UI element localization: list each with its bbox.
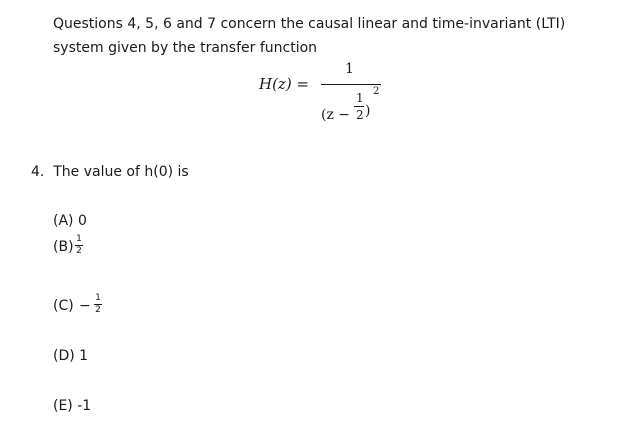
option-b-numerator: 1: [76, 234, 82, 244]
equation-inner-fraction-bar: [354, 106, 364, 107]
option-b-label: (B): [53, 239, 74, 255]
option-c-fraction: [94, 294, 102, 315]
equation-denominator-close: ): [365, 103, 371, 119]
option-b-denominator: 2: [76, 246, 82, 256]
option-d[interactable]: (D) 1: [53, 348, 89, 364]
question-4: 4. The value of h(0) is: [31, 164, 189, 180]
equation-fraction-bar: [321, 84, 381, 85]
option-c-denominator: 2: [95, 305, 101, 315]
option-b-fraction: [75, 235, 83, 256]
equation-exponent: 2: [373, 86, 380, 97]
option-e[interactable]: (E) -1: [53, 398, 92, 414]
option-c-label: (C): [53, 298, 74, 314]
equation-lhs: H(z) =: [259, 75, 310, 93]
option-a[interactable]: (A) 0: [53, 213, 87, 229]
intro-line-2: system given by the transfer function: [53, 40, 318, 56]
equation-inner-denominator: 2: [356, 108, 364, 122]
equation-numerator: 1: [345, 61, 354, 77]
intro-line-1: Questions 4, 5, 6 and 7 concern the causal linear and time-invariant (LTI): [53, 16, 566, 32]
option-c-numerator: 1: [95, 293, 101, 303]
option-c-minus: −: [79, 298, 91, 314]
equation-inner-numerator: 1: [356, 91, 364, 105]
equation-denominator-open: (z −: [321, 107, 351, 123]
